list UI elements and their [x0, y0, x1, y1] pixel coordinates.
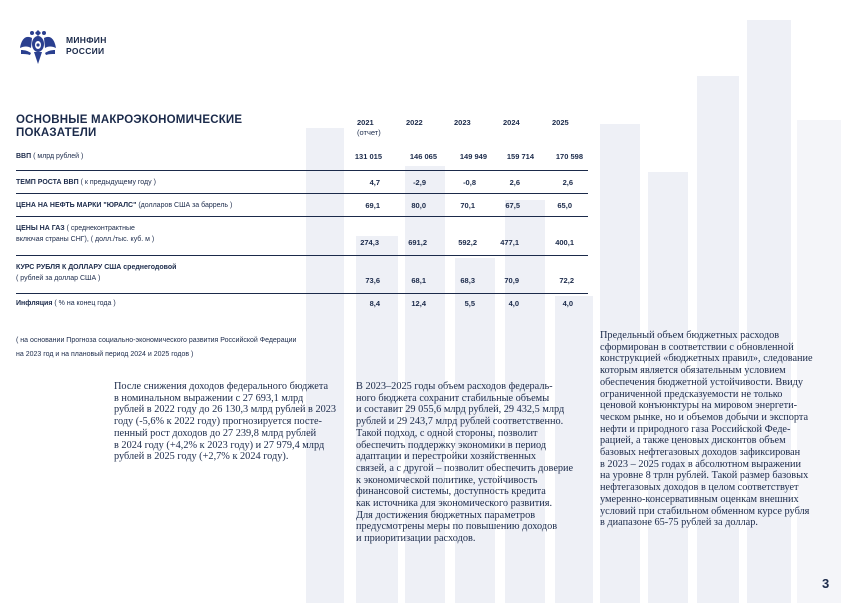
- row-label-oil-price: [16, 200, 232, 211]
- table-cell: 477,1: [500, 238, 519, 247]
- paragraph-expenditures: [356, 381, 588, 545]
- table-cell: 2,6: [509, 178, 520, 187]
- paragraph-line: на уровне 8 трлн рублей. Такой размер базовых: [600, 470, 809, 482]
- paragraph-line: ценовой конъюнктуры на мировом энергети-: [600, 400, 798, 412]
- paragraph-line: в 2023 – 2025 годах в абсолютном выражении: [600, 458, 801, 470]
- row-label-gdp-growth: [16, 177, 156, 188]
- row-label-rest: ( к предыдущему году ): [78, 179, 156, 186]
- paragraph-line: в номинальном выражении с 27 693,1 млрд: [114, 392, 304, 404]
- row-divider: [16, 170, 588, 171]
- table-cell: -0,8: [463, 178, 476, 187]
- paragraph-line: как источника для экономического развития.: [356, 498, 553, 510]
- table-cell: 4,0: [562, 299, 573, 308]
- paragraph-line: в диапазоне 65-75 рублей за доллар.: [600, 517, 758, 529]
- page-number: 3: [822, 576, 830, 591]
- paragraph-line: рублей в 2022 году до 26 130,3 млрд рублей в 2023: [114, 404, 337, 416]
- table-cell: 691,2: [408, 238, 427, 247]
- table-cell: 400,1: [555, 238, 574, 247]
- brand-line1: МИНФИН: [66, 35, 107, 45]
- row-label-rest: ( среднеконтрактные: [64, 225, 135, 232]
- paragraph-line: рацией, а также ценовых дисконтов объем: [600, 435, 786, 447]
- table-cell: 170 598: [555, 152, 583, 161]
- table-title-line2: ПОКАЗАТЕЛИ: [16, 127, 97, 139]
- row-divider: [16, 193, 588, 194]
- paragraph-line: и составит 29 055,6 млрд рублей, 29 432,5 млрд: [356, 404, 565, 416]
- paragraph-line: которым является обязательным условием: [600, 365, 786, 377]
- paragraph-line: сформирован в соответствии с обновленной: [600, 341, 794, 353]
- row-label-bold: КУРС РУБЛЯ К ДОЛЛАРУ США среднегодовой: [16, 264, 177, 271]
- table-cell: 8,4: [369, 299, 380, 308]
- paragraph-revenues: [114, 381, 346, 463]
- table-cell: 146 065: [409, 152, 437, 161]
- table-cell: 4,0: [508, 299, 519, 308]
- footnote-line2: на 2023 год и на плановый период 2024 и 2025 годов ): [16, 351, 194, 358]
- row-label-bold: ТЕМП РОСТА ВВП: [16, 179, 79, 186]
- paragraph-line: пенный рост доходов до 27 239,8 млрд рублей: [114, 427, 317, 439]
- table-cell: 12,4: [411, 299, 426, 308]
- row-label-bold: ЦЕНА НА НЕФТЬ МАРКИ "ЮРАЛС": [16, 202, 137, 209]
- paragraph-line: предусмотрены меры по повышению доходов: [356, 521, 558, 533]
- paragraph-line: к экономической политике, устойчивость: [356, 474, 538, 486]
- paragraph-line: и приоритизации расходов.: [356, 533, 476, 545]
- paragraph-line: Предельный объем бюджетных расходов: [600, 330, 780, 341]
- year-header: 2024: [503, 118, 520, 127]
- paragraph-line: конструкцией «бюджетных правил», следование: [600, 353, 813, 365]
- row-label-inflation: [16, 298, 116, 309]
- paragraph-line: рублей в 2025 году (+2,7% к 2024 году).: [114, 451, 289, 463]
- year-header: 2023: [454, 118, 471, 127]
- table-cell: 70,9: [504, 276, 519, 285]
- table-cell: 5,5: [464, 299, 475, 308]
- paragraph-line: финансовой системы, доступность кредита: [356, 486, 546, 498]
- table-cell: 69,1: [365, 201, 380, 210]
- table-cell: 72,2: [559, 276, 574, 285]
- row-label-bold: ВВП: [16, 153, 32, 160]
- brand-line2: РОССИИ: [66, 46, 105, 56]
- row-label-gas-price: [16, 223, 154, 245]
- paragraph-line: году (-5,6% к 2022 году) прогнозируется посте-: [114, 416, 322, 428]
- row-label-line2: включая страны СНГ), ( долл./тыс. куб. м ): [16, 236, 155, 243]
- table-title: [16, 114, 346, 140]
- paragraph-line: нефтегазовых доходов в целом соответствует: [600, 482, 799, 494]
- paragraph-budget-rules: [600, 330, 832, 529]
- paragraph-line: базовых нефтегазовых доходов зафиксирован: [600, 447, 801, 459]
- paragraph-line: адаптации и перестройки хозяйственных: [356, 451, 537, 463]
- table-cell: 68,1: [411, 276, 426, 285]
- paragraph-line: ограниченной предсказуемости не только: [600, 388, 783, 400]
- paragraph-line: Для достижения бюджетных параметров: [356, 509, 536, 521]
- table-cell: 149 949: [459, 152, 487, 161]
- row-label-bold: Инфляция: [16, 300, 53, 307]
- table-cell: 73,6: [365, 276, 380, 285]
- ministry-name: [66, 35, 107, 57]
- paragraph-line: В 2023–2025 годы объем расходов федераль-: [356, 381, 553, 392]
- table-title-line1: ОСНОВНЫЕ МАКРОЭКОНОМИЧЕСКИЕ: [16, 114, 243, 126]
- row-divider: [16, 255, 588, 256]
- year-note: (отчет): [357, 128, 381, 137]
- footnote-line1: ( на основании Прогноза социально-экономического развития Российской Федерации: [16, 337, 297, 344]
- table-cell: 4,7: [369, 178, 380, 187]
- paragraph-line: Такой подход, с одной стороны, позволит: [356, 427, 538, 439]
- row-label-gdp: [16, 151, 83, 162]
- paragraph-line: в 2024 году (+4,2% к 2023 году) и 27 979,4 млрд: [114, 439, 325, 451]
- table-cell: 65,0: [557, 201, 572, 210]
- row-divider: [16, 293, 588, 294]
- paragraph-line: связей, а с другой – позволит обеспечить доверие: [356, 462, 574, 474]
- table-footnote: [16, 334, 296, 362]
- paragraph-line: рублей и 29 243,7 млрд рублей соответственно.: [356, 416, 564, 428]
- paragraph-line: нефти и природного газа Российской Феде-: [600, 423, 791, 435]
- row-label-rest: ( млрд рублей ): [31, 153, 84, 160]
- year-header: 2025: [552, 118, 569, 127]
- paragraph-line: После снижения доходов федерального бюджета: [114, 381, 329, 392]
- row-label-rest: ( % на конец года ): [52, 300, 116, 307]
- paragraph-line: условий при стабильном обменном курсе рубля: [600, 505, 810, 517]
- eagle-emblem-icon: [18, 24, 58, 66]
- paragraph-line: ного бюджета сохранит стабильные объемы: [356, 392, 550, 404]
- row-divider: [16, 216, 588, 217]
- paragraph-line: обеспечить поддержку экономики в период: [356, 439, 547, 451]
- row-label-bold: ЦЕНЫ НА ГАЗ: [16, 225, 65, 232]
- table-cell: 80,0: [411, 201, 426, 210]
- table-cell: 131 015: [354, 152, 382, 161]
- table-cell: 68,3: [460, 276, 475, 285]
- row-label-exchange-rate: [16, 262, 176, 284]
- decor-bar: [306, 128, 344, 603]
- row-label-line2: ( рублей за доллар США ): [16, 275, 101, 282]
- table-cell: 159 714: [506, 152, 534, 161]
- table-cell: 70,1: [460, 201, 475, 210]
- paragraph-line: обеспечения бюджетной устойчивости. Ввиду: [600, 376, 803, 388]
- year-header: 2022: [406, 118, 423, 127]
- paragraph-line: ческом рынке, но и объемов добычи и экспорта: [600, 411, 809, 423]
- row-label-rest: (долларов США за баррель ): [136, 202, 233, 209]
- paragraph-line: умеренно-консервативным оценкам внешних: [600, 493, 799, 505]
- table-cell: 592,2: [458, 238, 477, 247]
- year-header: 2021: [357, 118, 374, 127]
- table-cell: 2,6: [562, 178, 573, 187]
- table-cell: 274,3: [360, 238, 379, 247]
- table-cell: -2,9: [413, 178, 426, 187]
- table-cell: 67,5: [505, 201, 520, 210]
